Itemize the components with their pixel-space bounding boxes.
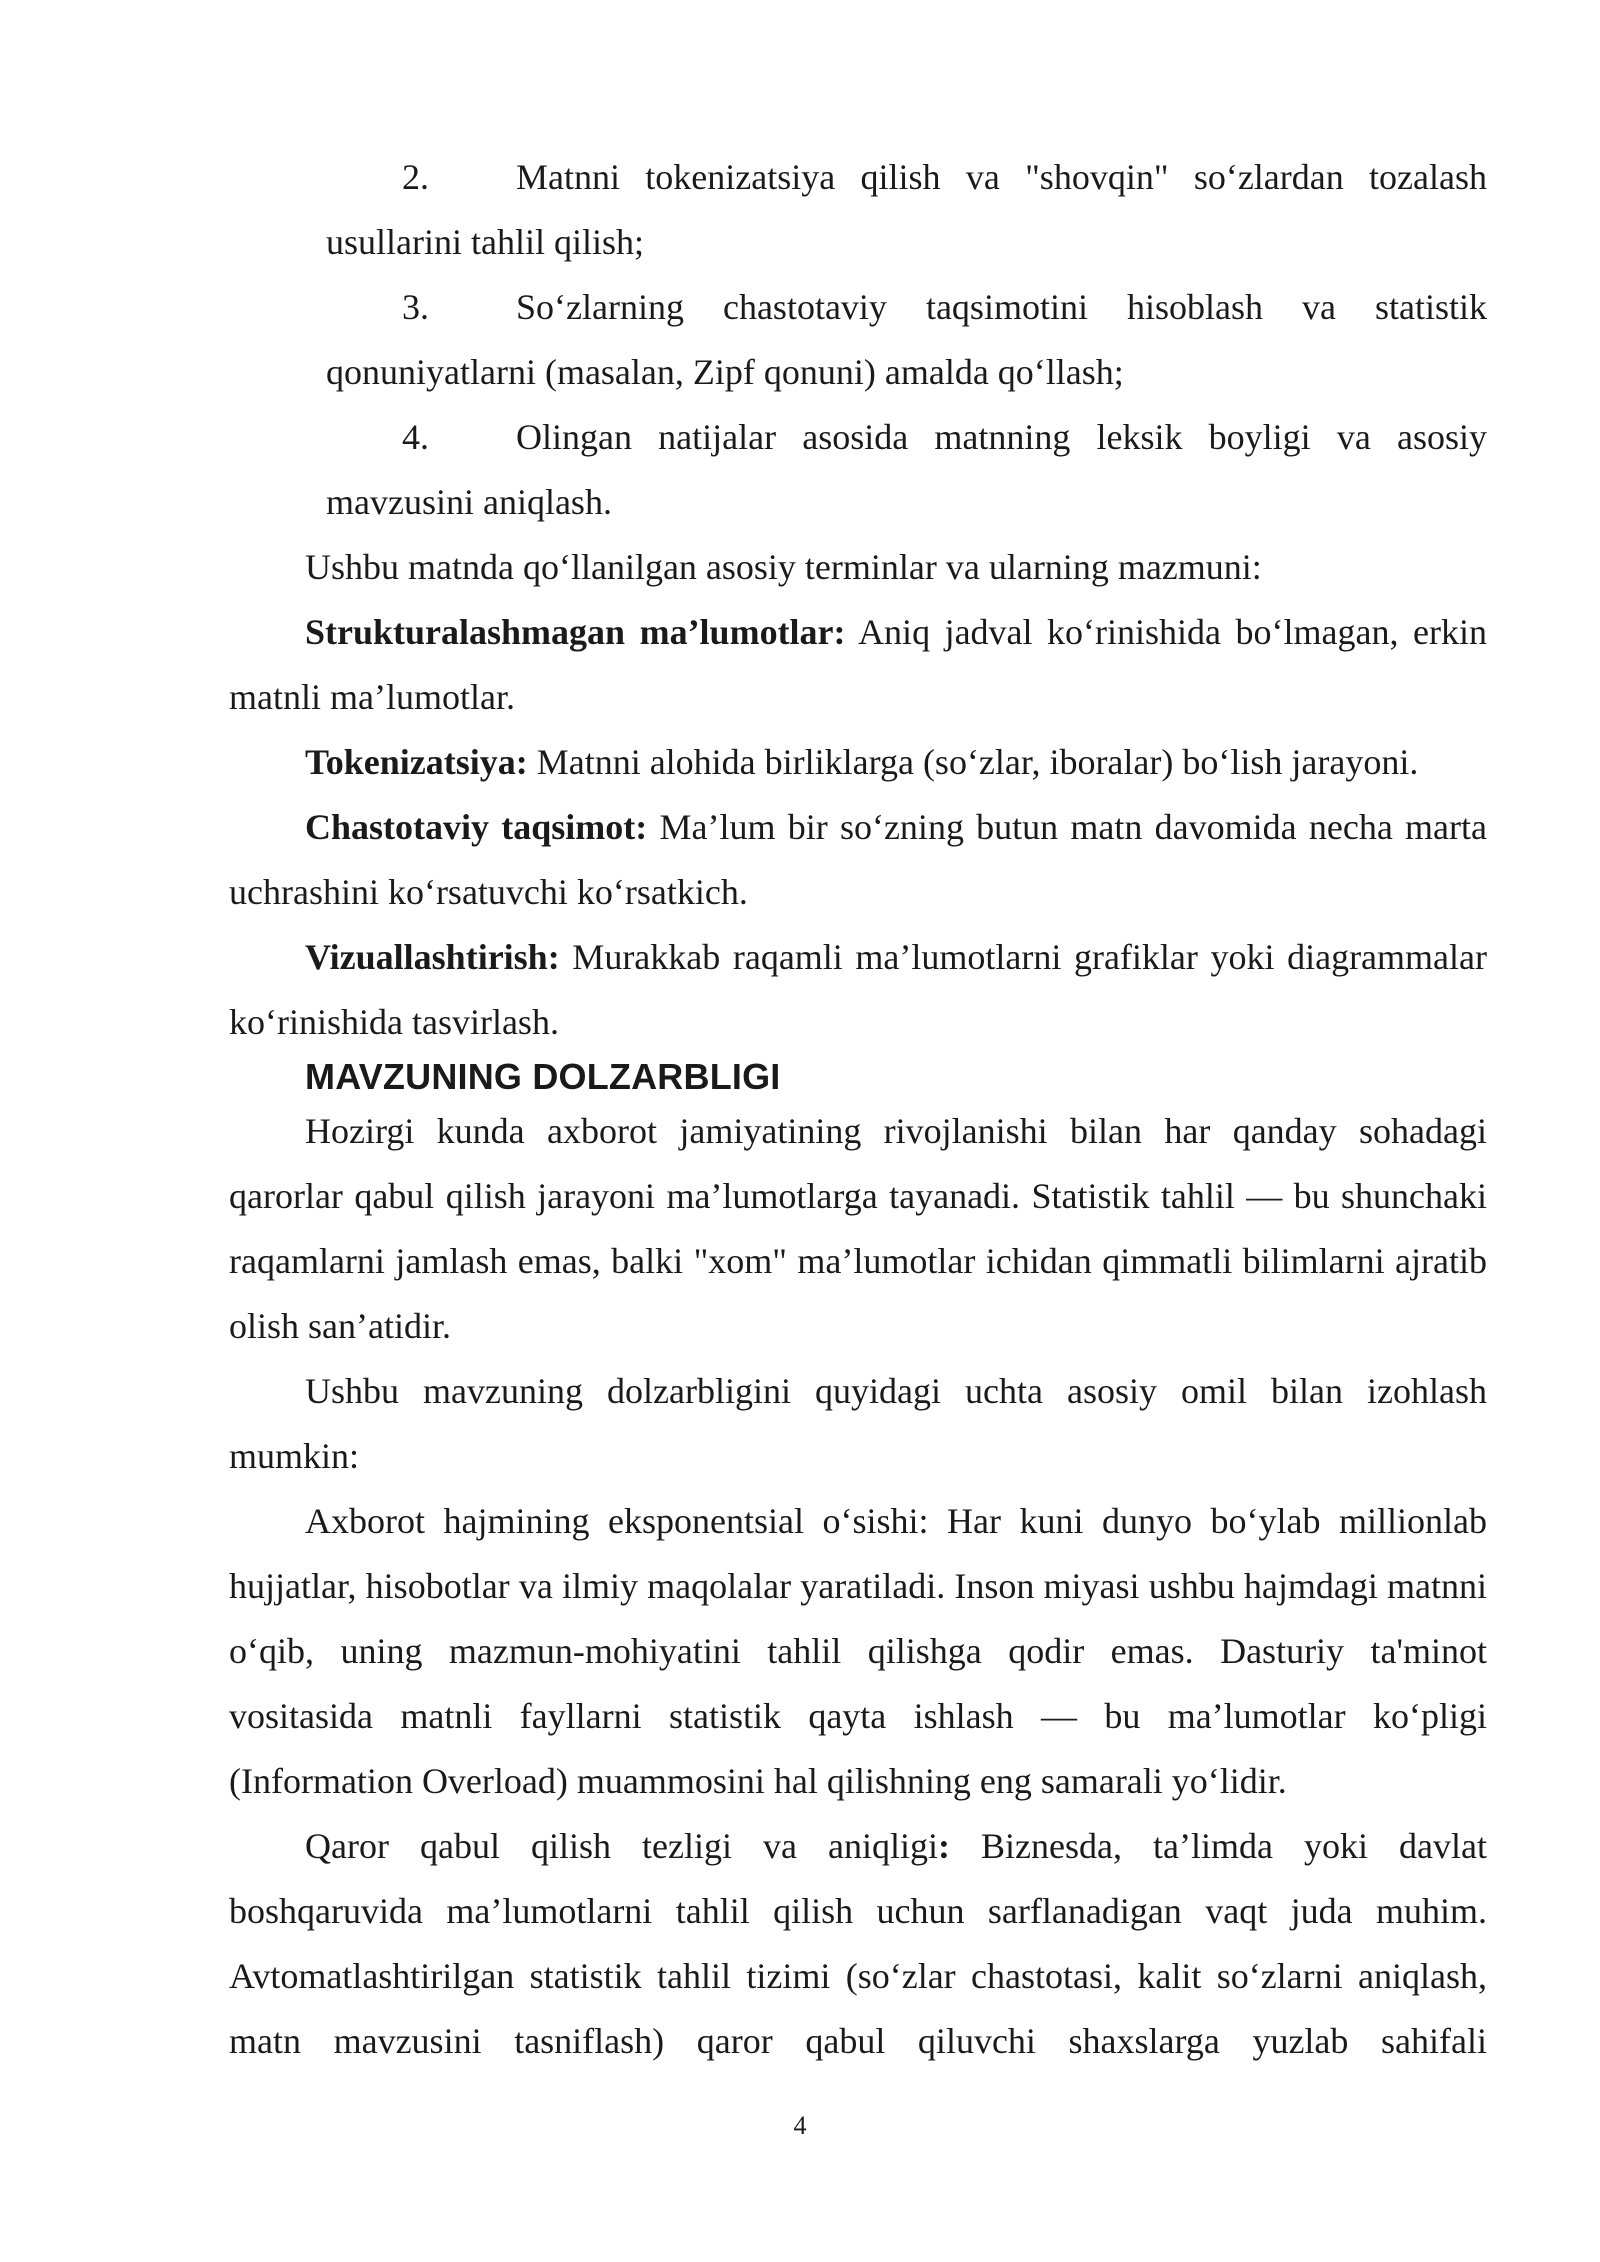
term-definition (229, 925, 1487, 1055)
list-item-text: Olingan natijalar asosida matnning leksik boyligi va asosiy mavzusini aniqlash. (326, 417, 1487, 522)
term-label: Vizuallashtirish: (305, 937, 560, 977)
term-text: Ma’lum bir so‘zning butun matn davomida necha marta uchrashini ko‘rsatuvchi ko‘rsatkich. (229, 807, 1488, 912)
list-item-number: 3. (402, 287, 429, 327)
term-definition (229, 600, 1487, 730)
term-text: Murakkab raqamli ma’lumotlarni grafiklar yoki diagrammalar ko‘rinishida tasvirlash. (229, 937, 1487, 1042)
term-text: Matnni alohida birliklarga (so‘zlar, iboralar) bo‘lish jarayoni. (527, 742, 1419, 782)
paragraph: Axborot hajmining eksponentsial o‘sishi: Har kuni dunyo bo‘ylab millionlab hujjatlar, hisobotlar va ilmiy maqolalar yaratiladi. Inson miyasi ushbu hajmdagi matnni o‘qib, uning mazmun-mohiyatini tahlil qilishga qodir emas. Dasturiy ta'minot vositasida matnli fayllarni statistik qayta ishlash — bu ma’lumotlar ko‘pligi (Information Overload) muammosini hal qilishning eng samarali yo‘lidir. (229, 1501, 1487, 1801)
list-item-number: 4. (402, 417, 429, 457)
page-content (229, 145, 1487, 2074)
term-definition (229, 730, 1487, 795)
list-item-number: 2. (402, 157, 429, 197)
paragraph (229, 1814, 1487, 2074)
list-item (229, 405, 1487, 535)
paragraph: Ushbu mavzuning dolzarbligini quyidagi uchta asosiy omil bilan izohlash mumkin: (229, 1371, 1487, 1476)
page-number: 4 (793, 2111, 807, 2140)
terms-intro: Ushbu matnda qo‘llanilgan asosiy terminlar va ularning mazmuni: (305, 547, 1262, 587)
term-definition (229, 795, 1487, 925)
paragraph-lead: Qaror qabul qilish tezligi va aniqligi (305, 1826, 939, 1866)
list-item (229, 145, 1487, 275)
paragraph-colon: : (938, 1826, 951, 1866)
term-label: Strukturalashmagan ma’lumotlar: (305, 612, 846, 652)
list-item-text: Matnni tokenizatsiya qilish va "shovqin" so‘zlardan tozalash usullarini tahlil qilish; (326, 157, 1487, 262)
section-heading: MAVZUNING DOLZARBLIGI (305, 1056, 781, 1097)
paragraph-text: Biznesda, ta’limda yoki davlat boshqaruvida ma’lumotlarni tahlil qilish uchun sarflanadigan vaqt juda muhim. Avtomatlashtirilgan statistik tahlil tizimi (so‘zlar chastotasi, kalit so‘zlarni aniqlash, matn mavzusini tasniflash) qaror qabul qiluvchi shaxslarga yuzlab sahifali (229, 1826, 1487, 2061)
term-label: Tokenizatsiya: (305, 742, 528, 782)
list-item (229, 275, 1487, 405)
list-item-text: So‘zlarning chastotaviy taqsimotini hisoblash va statistik qonuniyatlarni (masalan, Zipf qonuni) amalda qo‘llash; (326, 287, 1487, 392)
paragraph: Hozirgi kunda axborot jamiyatining rivojlanishi bilan har qanday sohadagi qarorlar qabul qilish jarayoni ma’lumotlarga tayanadi. Statistik tahlil — bu shunchaki raqamlarni jamlash emas, balki "xom" ma’lumotlar ichidan qimmatli bilimlarni ajratib olish san’atidir. (229, 1111, 1487, 1346)
term-label: Chastotaviy taqsimot: (305, 807, 648, 847)
term-text: Aniq jadval ko‘rinishida bo‘lmagan, erkin matnli ma’lumotlar. (229, 612, 1487, 717)
